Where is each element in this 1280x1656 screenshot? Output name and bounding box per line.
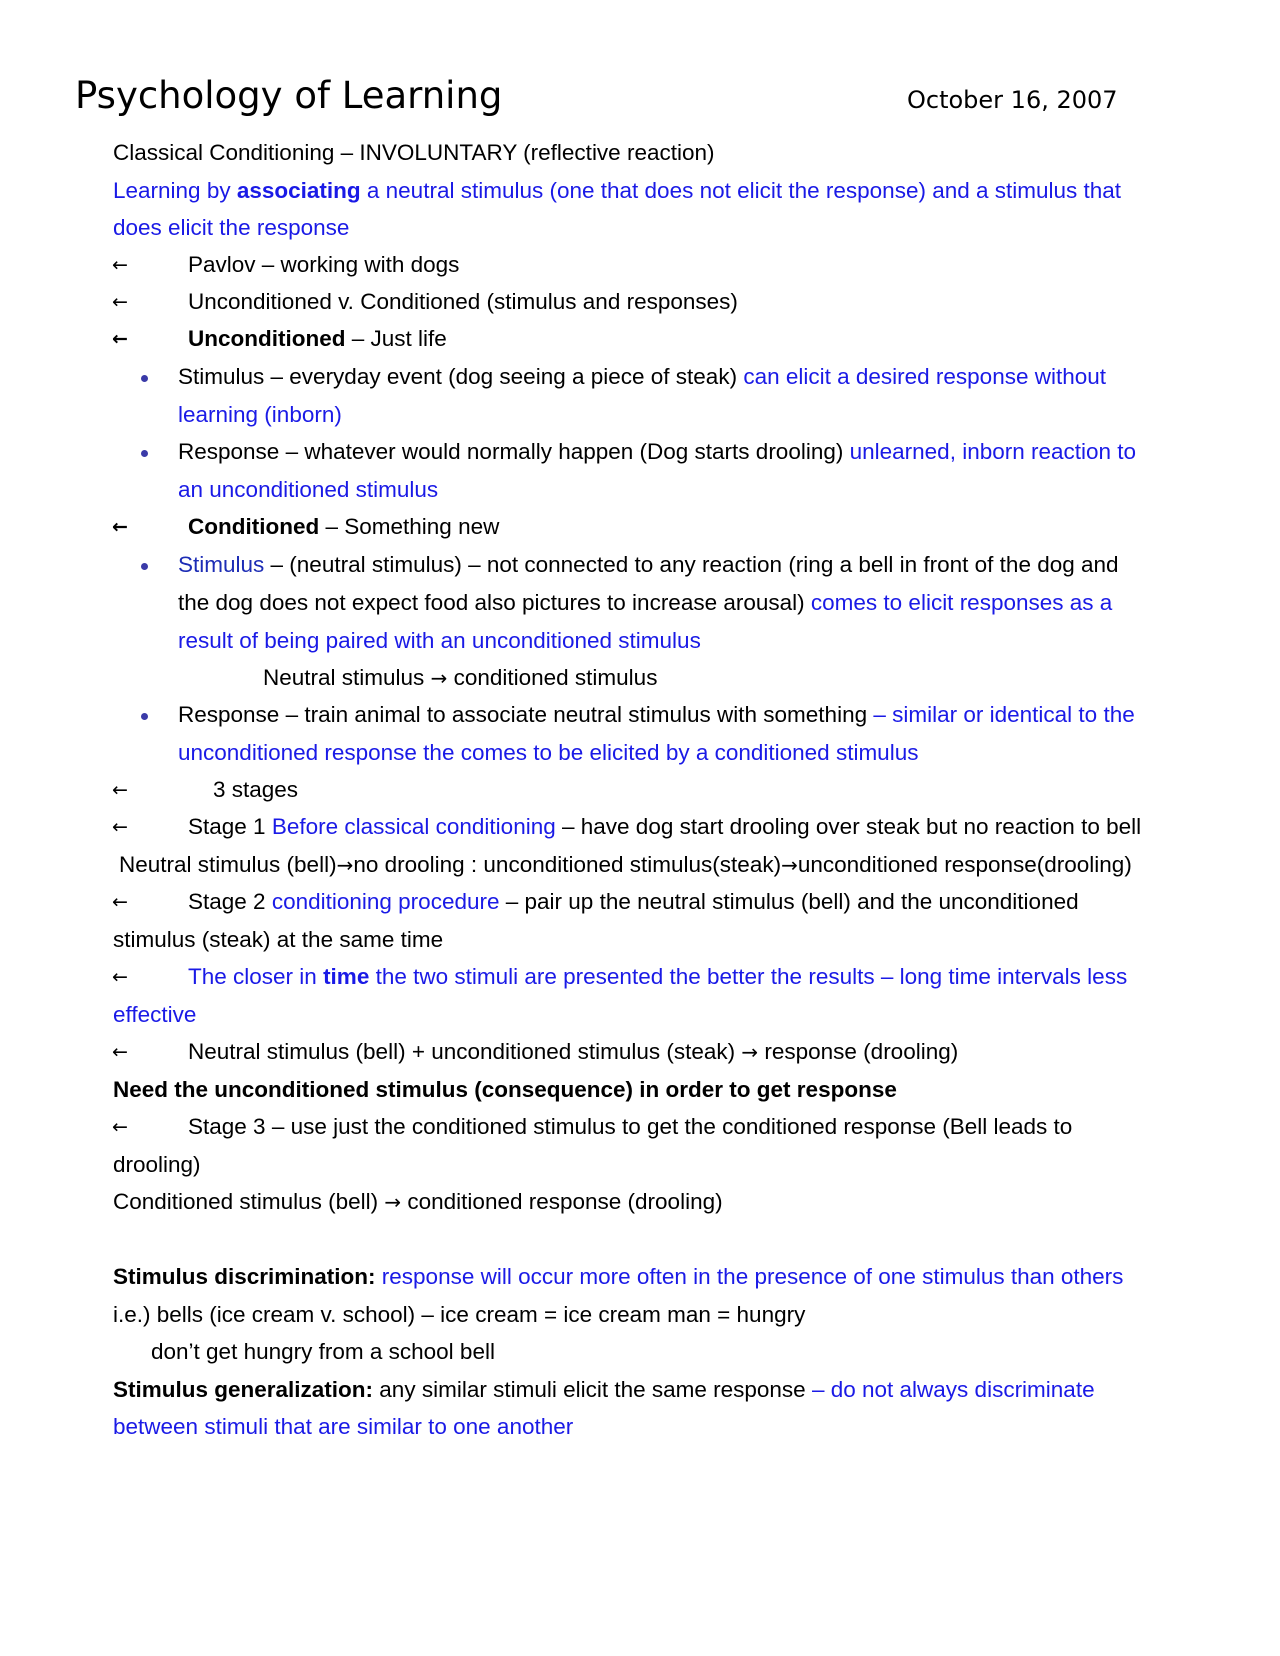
emphasis-line [113,1075,897,1105]
note-text: don’t get hungry from a school bell [151,1339,495,1364]
note-text: – have dog start drooling over steak but no reaction to bell [555,814,1142,839]
note-text: learning (inborn) [178,402,342,427]
note-text: unconditioned response(drooling) [797,852,1132,877]
note-line [178,362,1106,392]
note-text: Neutral stimulus (bell) [119,852,337,877]
note-text: effective [113,1002,197,1027]
note-text: the two stimuli are presented the better the results – long time intervals less [369,964,1128,989]
note-text: Stage 1 [188,814,272,839]
note-text: Classical Conditioning – INVOLUNTARY (reflective reaction) [113,140,715,165]
heading-text: Conditioned [188,514,320,539]
note-text: unconditioned response the comes to be elicited by a conditioned stimulus [178,740,919,765]
note-text: stimulus (steak) at the same time [113,927,444,952]
note-line [188,1112,1072,1142]
left-arrow-icon: ← [112,254,128,276]
definition-text: Before classical conditioning [271,814,556,839]
note-text: – Just life [345,326,447,351]
note-line [113,1300,805,1330]
note-text: between stimuli that are similar to one another [113,1414,574,1439]
note-text: the dog does not expect food also pictures to increase arousal) [178,590,811,615]
bullet-icon [139,362,153,392]
definition-text: Stimulus [178,552,265,577]
right-arrow-icon: → [781,853,798,877]
right-arrow-icon: → [430,666,448,690]
definition-text: – similar or identical to the [873,702,1135,727]
note-line [151,1337,495,1367]
note-line [113,925,443,955]
left-arrow-icon: ← [112,779,128,801]
definition-line [178,738,918,768]
note-line [213,775,298,805]
left-arrow-icon: ← [112,1041,128,1063]
note-text: Learning by [113,178,237,203]
note-line [178,700,1135,730]
left-arrow-icon: ← [112,516,128,538]
bullet-icon [139,437,153,467]
left-arrow-icon: ← [112,1116,128,1138]
left-arrow-icon: ← [112,291,128,313]
note-line [113,138,715,168]
heading-text: Unconditioned [188,326,346,351]
note-line [188,1037,958,1067]
definition-text: can elicit a desired response without [743,364,1107,389]
definition-text: unlearned, inborn reaction to [849,439,1137,464]
note-text: Response – train animal to associate neutral stimulus with something [178,702,874,727]
note-line [113,1262,1123,1292]
right-arrow-icon: → [741,1040,759,1064]
definition-line [178,626,701,656]
note-text: conditioned stimulus [447,665,658,690]
note-line [188,324,447,354]
page-title: Psychology of Learning [75,74,503,117]
note-line [113,1187,723,1217]
note-text: Response – whatever would normally happen (Dog starts drooling) [178,439,850,464]
emphasis-text: time [323,964,370,989]
note-text: Unconditioned v. Conditioned (stimulus and responses) [188,289,738,314]
definition-text: comes to elicit responses as a [810,590,1113,615]
term-heading: Stimulus generalization: [113,1377,374,1402]
note-text: no drooling : unconditioned stimulus(steak) [353,852,782,877]
definition-text: – do not always discriminate [811,1377,1095,1402]
definition-text: response will occur more often in the presence of one stimulus than others [375,1264,1124,1289]
definition-line [113,213,349,243]
term-heading: Stimulus discrimination: [113,1264,376,1289]
bullet-icon [139,700,153,730]
note-text: i.e.) bells (ice cream v. school) – ice cream = ice cream man = hungry [113,1302,806,1327]
note-text: result of being paired with an unconditioned stimulus [178,628,701,653]
left-arrow-icon: ← [112,891,128,913]
note-text: Stage 2 [188,889,272,914]
note-text: a neutral stimulus (one that does not elicit the response) and a stimulus that [360,178,1122,203]
right-arrow-icon: → [336,853,354,877]
note-text: The closer in [188,964,324,989]
note-text: any similar stimuli elicit the same response [373,1377,812,1402]
left-arrow-icon: ← [112,328,128,350]
note-text: Neutral stimulus (bell) + unconditioned stimulus (steak) [188,1039,742,1064]
page-date: October 16, 2007 [907,86,1118,114]
note-text: response (drooling) [758,1039,959,1064]
definition-line [178,475,438,505]
left-arrow-icon: ← [112,966,128,988]
right-arrow-icon: → [384,1190,402,1214]
note-text: conditioned response (drooling) [401,1189,723,1214]
definition-text: conditioning procedure [271,889,500,914]
note-line [119,850,1132,880]
note-text: – Something new [319,514,500,539]
note-text: Stimulus – everyday event (dog seeing a piece of steak) [178,364,744,389]
note-text: Stage 3 – use just the conditioned stimulus to get the conditioned response (Bell leads to [188,1114,1073,1139]
note-text: Conditioned stimulus (bell) [113,1189,385,1214]
note-line [263,663,657,693]
note-line [178,588,1112,618]
note-line [178,437,1136,467]
note-line [178,550,1119,580]
note-line [188,887,1079,917]
note-text: Pavlov – working with dogs [188,252,460,277]
bullet-icon [139,550,153,580]
note-line [188,812,1141,842]
note-line [113,1150,201,1180]
note-text: drooling) [113,1152,201,1177]
definition-line [113,1412,573,1442]
note-line [188,512,499,542]
left-arrow-icon: ← [112,816,128,838]
note-line [188,287,738,317]
note-text: – (neutral stimulus) – not connected to any reaction (ring a bell in front of the dog and [264,552,1119,577]
note-text: – pair up the neutral stimulus (bell) and the unconditioned [499,889,1079,914]
note-text: does elicit the response [113,215,350,240]
note-text: Need the unconditioned stimulus (consequence) in order to get response [113,1077,897,1102]
note-text: 3 stages [213,777,299,802]
note-line [113,1375,1095,1405]
note-text: Neutral stimulus [263,665,431,690]
note-text: an unconditioned stimulus [178,477,439,502]
definition-line [113,176,1121,206]
emphasis-text: associating [236,178,361,203]
definition-line [113,1000,196,1030]
definition-line [188,962,1127,992]
definition-line [178,400,342,430]
note-line [188,250,459,280]
